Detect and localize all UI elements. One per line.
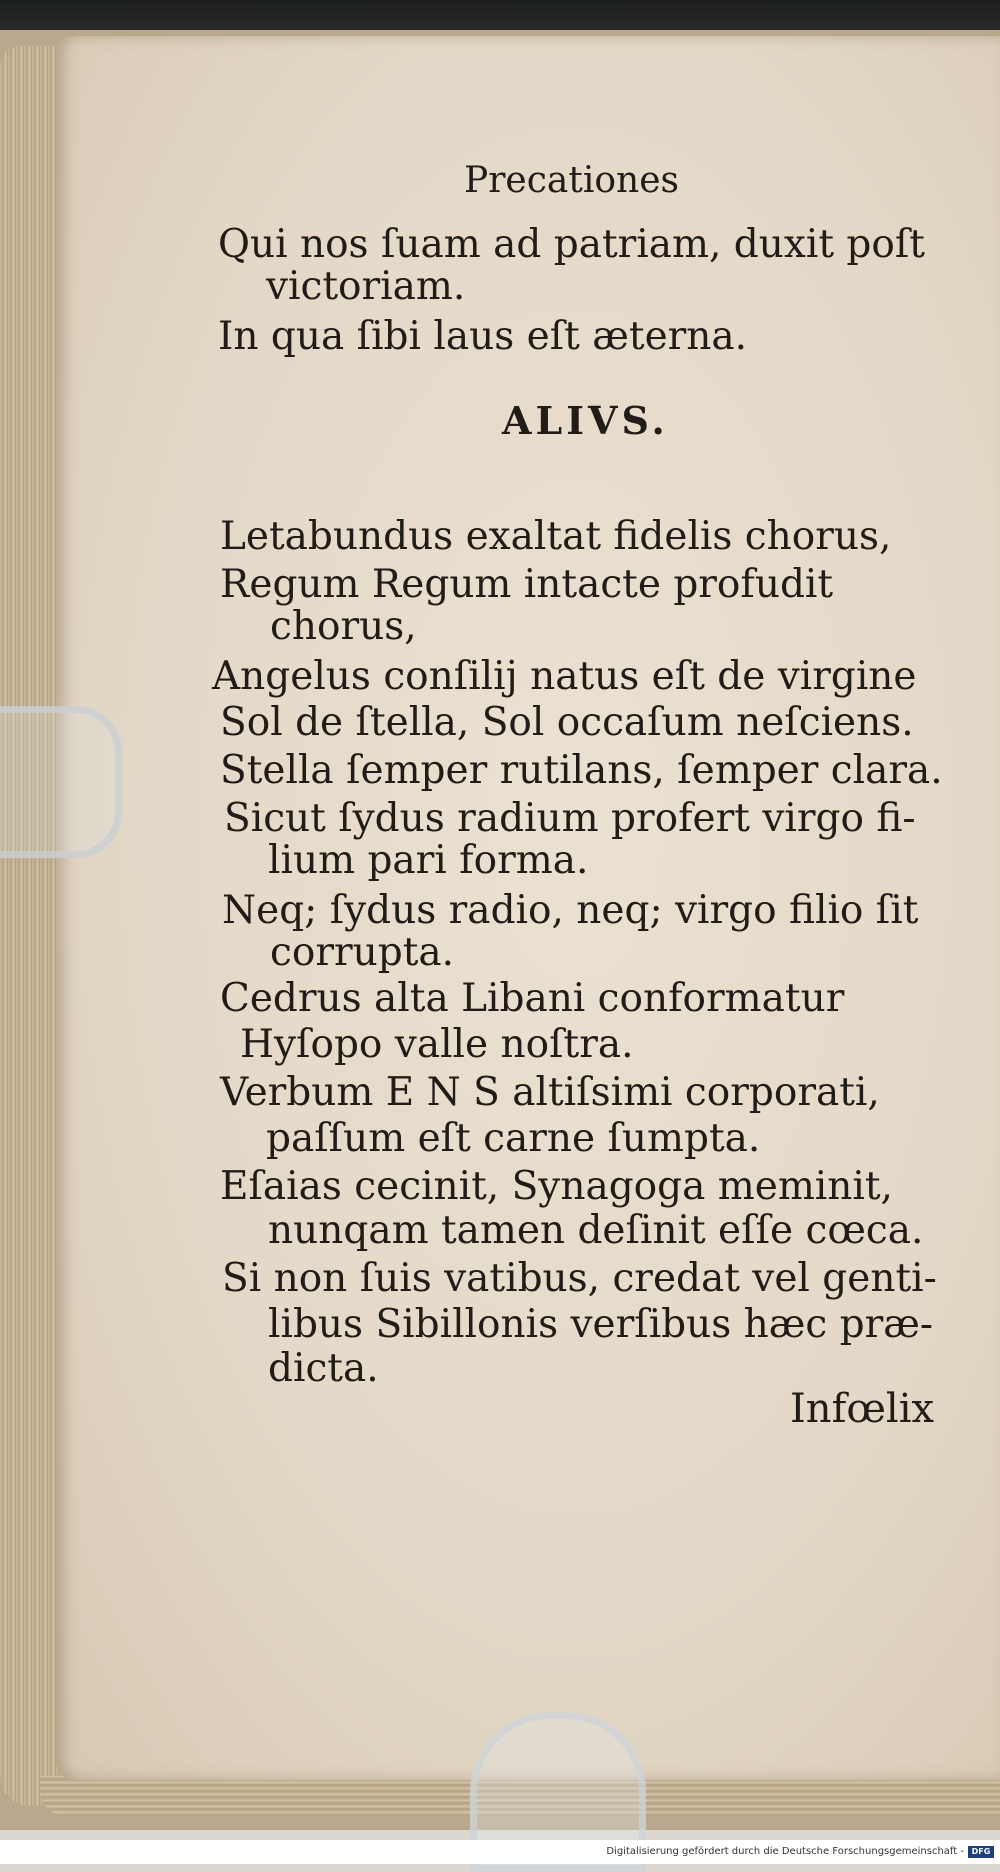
verse-line: chorus, [270, 604, 417, 649]
verse-line: Si non ſuis vatibus, credat vel genti- [222, 1256, 937, 1301]
footer-credit: Digitalisierung gefördert durch die Deutsche Forschungsgemeinschaft - [606, 1846, 964, 1857]
verse-line: Letabundus exaltat fidelis chorus, [220, 514, 892, 559]
verse-line: paſſum eſt carne ſumpta. [266, 1116, 761, 1161]
verse-line: Stella ſemper rutilans, ſemper clara. [220, 748, 943, 793]
verse-line: Neq; ſydus radio, neq; virgo filio ſit [222, 888, 919, 933]
dfg-logo: DFG [968, 1846, 994, 1858]
verse-line: dicta. [268, 1346, 379, 1391]
section-heading: ALIVS. [502, 398, 669, 443]
verse-line: Verbum E N S altiſsimi corporati, [220, 1070, 880, 1115]
text-line: victoriam. [266, 264, 466, 309]
verse-line: corrupta. [270, 930, 455, 975]
verse-line: Sol de ſtella, Sol occaſum neſciens. [220, 700, 914, 745]
verse-line: nunqam tamen deſinit eſſe cœca. [268, 1208, 924, 1253]
page-clip-left [0, 706, 122, 858]
verse-line: lium pari forma. [268, 838, 589, 883]
text-line: In qua ſibi laus eſt æterna. [218, 314, 748, 359]
verse-line: Eſaias cecinit, Synagoga meminit, [220, 1164, 893, 1209]
verse-line: libus Sibillonis verſibus hæc præ- [268, 1302, 934, 1347]
verse-line: Regum Regum intacte profudit [220, 562, 834, 607]
text-line: Qui nos ſuam ad patriam, duxit poſt [218, 222, 925, 267]
verse-line: Angelus conſilij natus eſt de virgine [212, 654, 917, 699]
verse-line: Hyſopo valle noſtra. [240, 1022, 634, 1067]
running-head: Precationes [464, 160, 679, 201]
verse-line: Sicut ſydus radium profert virgo fi- [224, 796, 916, 841]
verse-line: Cedrus alta Libani conformatur [220, 976, 845, 1021]
catchword: Infœlix [790, 1386, 935, 1432]
